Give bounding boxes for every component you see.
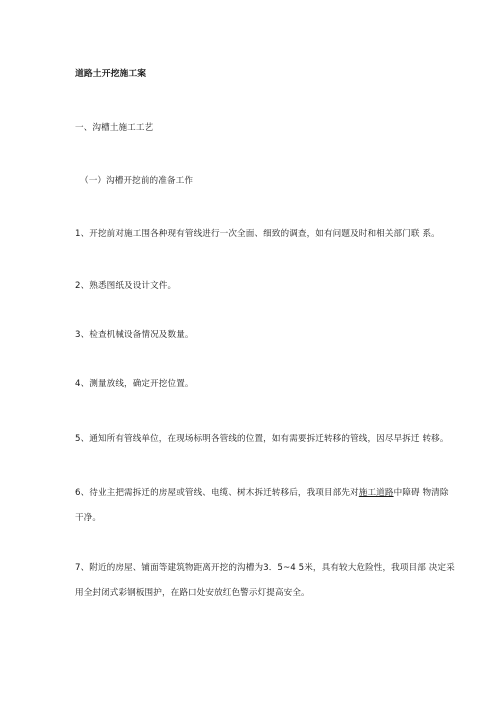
paragraph-item-4: 4、测量放线，确定开挖位置。 <box>75 379 194 389</box>
paragraph-item-2: 2、熟悉图纸及设计文件。 <box>75 281 177 291</box>
paragraph-item-7-line-1: 7、附近的房屋、铺面等建筑物距离开挖的沟槽为3．5~4 5米，具有较大危险性，我项目部 决定采 <box>75 563 455 573</box>
paragraph-item-6-line-1 <box>75 487 449 499</box>
paragraph-item-7-line-2: 用全封闭式彩钢板围护，在路口处安放红色警示灯提高安全。 <box>75 588 310 598</box>
paragraph-item-1: 1、开挖前对施工围各种现有管线进行一次全面、细致的调查，如有问题及时和相关部门联 系。 <box>75 229 440 239</box>
item-6-underlined-text: 施工道路 <box>358 488 394 498</box>
paragraph-item-6-line-2: 干净。 <box>75 513 102 523</box>
item-6-text-b: 中障碍 物清除 <box>393 488 449 498</box>
section-heading: 一、沟槽土施工工艺 <box>75 123 154 133</box>
paragraph-item-5: 5、通知所有管线单位，在现场标明各管线的位置，如有需要拆迁转移的管线，因尽早拆迁 转移。 <box>75 434 449 444</box>
subsection-heading: （一）沟槽开挖前的准备工作 <box>80 176 194 186</box>
paragraph-item-3: 3、检查机械设备情况及数量。 <box>75 330 194 340</box>
document-title: 道路土开挖施工案 <box>75 69 147 79</box>
item-6-text-a: 6、待业主把需拆迁的房屋或管线、电缆、树木拆迁转移后，我项目部先对 <box>75 488 359 498</box>
